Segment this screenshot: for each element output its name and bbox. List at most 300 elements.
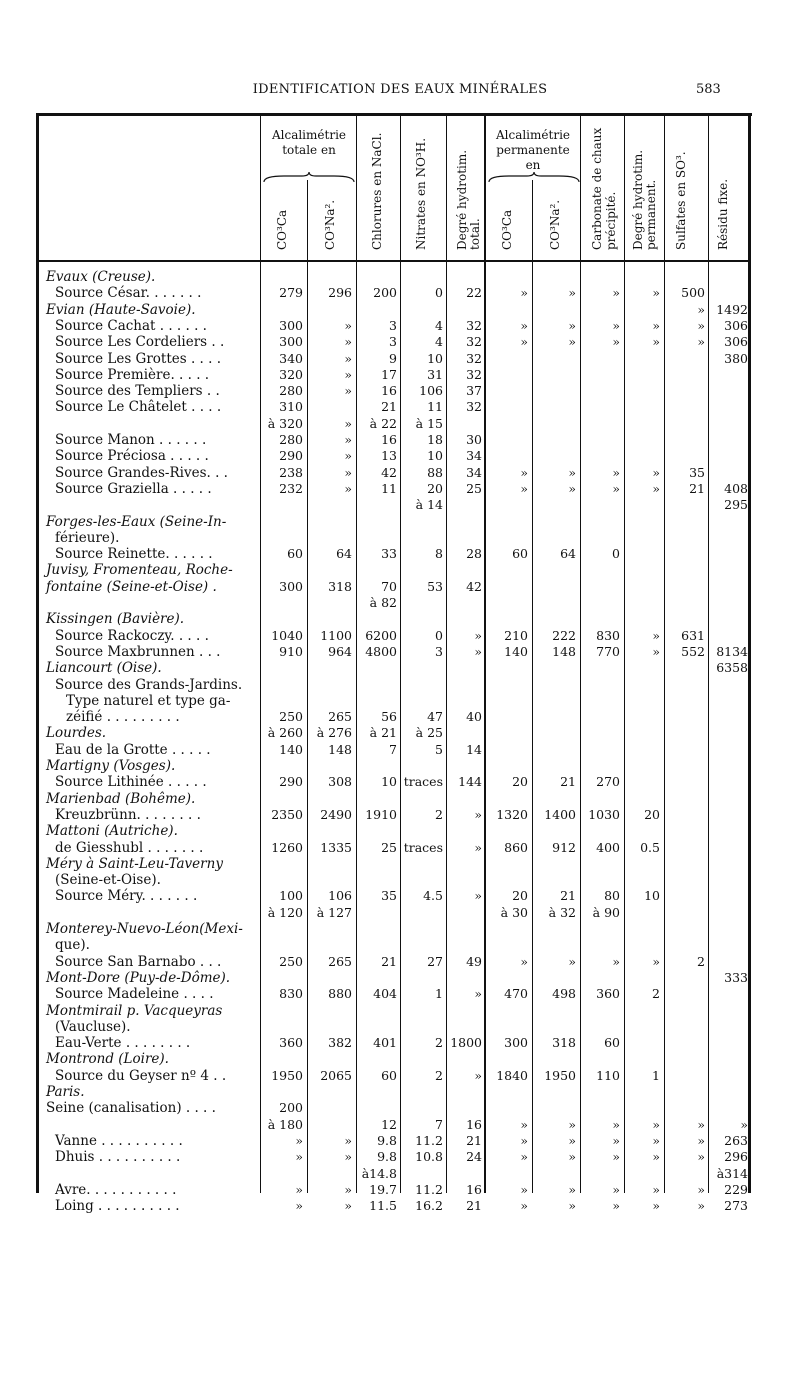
row-cell: 10 bbox=[427, 448, 443, 464]
table-row bbox=[0, 839, 800, 857]
row-label: Source Manon . . . . . . bbox=[55, 432, 207, 448]
row-cell: » bbox=[344, 350, 352, 366]
row-cell: 0.5 bbox=[640, 839, 660, 855]
header-degre-permanent: Degré hydrotim. permanent. bbox=[631, 149, 658, 250]
row-cell: 2490 bbox=[320, 806, 352, 822]
row-cell: 100 bbox=[279, 888, 303, 904]
header-alcalimetrie-totale: Alcalimétrie totale en bbox=[271, 128, 347, 157]
header-residu: Résidu fixe. bbox=[716, 178, 730, 250]
row-cell: 88 bbox=[427, 464, 443, 480]
row-cell: 11.2 bbox=[415, 1181, 443, 1197]
table-row bbox=[0, 936, 800, 954]
row-cell: 1320 bbox=[496, 806, 528, 822]
row-cell: à314 bbox=[716, 1165, 748, 1181]
row-cell: » bbox=[295, 1132, 303, 1148]
header-sulfates: Sulfates en SO³. bbox=[674, 151, 688, 250]
header-co3ca: CO³Ca bbox=[275, 209, 289, 250]
row-cell: » bbox=[344, 480, 352, 496]
row-cell: 306 bbox=[724, 317, 748, 333]
row-cell: 4.5 bbox=[423, 888, 443, 904]
row-cell: 1492 bbox=[716, 301, 748, 317]
row-cell: » bbox=[612, 334, 620, 350]
row-label: Source Lithinée . . . . . bbox=[55, 774, 207, 791]
row-cell: à 127 bbox=[316, 904, 352, 920]
row-label: (Seine-et-Oise). bbox=[55, 872, 161, 889]
row-cell: à 180 bbox=[267, 1116, 303, 1132]
table-row bbox=[0, 1099, 800, 1117]
row-label: Evaux (Creuse). bbox=[46, 269, 156, 285]
row-label: Kreuzbrünn. . . . . . . . bbox=[55, 806, 201, 823]
row-label: Source César. . . . . . . bbox=[55, 285, 202, 302]
row-label: Kissingen (Bavière). bbox=[46, 611, 185, 628]
row-cell: 306 bbox=[724, 334, 748, 350]
table-row bbox=[0, 822, 800, 840]
row-cell: 910 bbox=[279, 643, 303, 659]
row-cell: 11.2 bbox=[415, 1132, 443, 1148]
table-row bbox=[0, 627, 800, 645]
row-cell: » bbox=[697, 1198, 705, 1214]
row-cell: » bbox=[612, 1198, 620, 1214]
table-row bbox=[0, 659, 800, 677]
row-cell: 28 bbox=[466, 546, 482, 562]
table-row bbox=[0, 1018, 800, 1036]
header-co3na2: CO³Na². bbox=[323, 199, 337, 250]
row-cell: 32 bbox=[466, 350, 482, 366]
row-cell: 34 bbox=[466, 464, 482, 480]
row-cell: 53 bbox=[427, 578, 443, 594]
row-cell: » bbox=[474, 888, 482, 904]
row-cell: » bbox=[520, 334, 528, 350]
row-cell: » bbox=[612, 317, 620, 333]
row-cell: 31 bbox=[427, 366, 443, 382]
table-row bbox=[0, 904, 800, 922]
row-cell: » bbox=[652, 953, 660, 969]
table-row bbox=[0, 464, 800, 482]
row-label: Dhuis . . . . . . . . . . bbox=[55, 1149, 181, 1166]
row-label: Type naturel et type ga- bbox=[66, 692, 231, 709]
row-cell: » bbox=[520, 464, 528, 480]
table-row bbox=[0, 969, 800, 987]
row-cell: 263 bbox=[724, 1132, 748, 1148]
row-cell: 21 bbox=[689, 480, 705, 496]
row-cell: 408 bbox=[724, 480, 748, 496]
row-cell: 280 bbox=[279, 383, 303, 399]
table-row bbox=[0, 545, 800, 563]
row-label: Source Cachat . . . . . . bbox=[55, 317, 207, 334]
row-cell: » bbox=[295, 1181, 303, 1197]
table-row bbox=[0, 1148, 800, 1166]
row-cell: à 32 bbox=[548, 904, 576, 920]
table-row bbox=[0, 1181, 800, 1199]
row-label: Source Méry. . . . . . . bbox=[55, 888, 198, 905]
table-row bbox=[0, 871, 800, 889]
row-cell: » bbox=[568, 1198, 576, 1214]
header-carbonate: Carbonate de chaux précipité. bbox=[590, 127, 618, 250]
row-cell: 35 bbox=[689, 464, 705, 480]
row-cell: 880 bbox=[328, 986, 352, 1002]
row-cell: » bbox=[344, 1149, 352, 1165]
row-cell: 2350 bbox=[271, 806, 303, 822]
row-label: Monterey-Nuevo-Léon(Mexi- bbox=[46, 921, 243, 937]
row-cell: » bbox=[520, 1181, 528, 1197]
row-cell: 11 bbox=[427, 399, 443, 415]
row-cell: 300 bbox=[279, 334, 303, 350]
row-cell: 3 bbox=[389, 334, 397, 350]
row-cell: 40 bbox=[466, 709, 482, 725]
row-cell: 4800 bbox=[365, 643, 397, 659]
row-cell: 250 bbox=[279, 953, 303, 969]
row-cell: » bbox=[652, 285, 660, 301]
table-row bbox=[0, 1050, 800, 1068]
table-row bbox=[0, 757, 800, 775]
row-cell: » bbox=[652, 1149, 660, 1165]
row-cell: à14.8 bbox=[361, 1165, 397, 1181]
row-label: zéifié . . . . . . . . . bbox=[66, 709, 180, 726]
row-cell: » bbox=[568, 317, 576, 333]
row-cell: » bbox=[568, 1116, 576, 1132]
row-label: Loing . . . . . . . . . . bbox=[55, 1198, 180, 1215]
row-cell: 210 bbox=[504, 627, 528, 643]
row-cell: 238 bbox=[279, 464, 303, 480]
row-cell: 10 bbox=[644, 888, 660, 904]
row-cell: 47 bbox=[427, 709, 443, 725]
table-row bbox=[0, 513, 800, 531]
row-cell: 1800 bbox=[450, 1035, 482, 1051]
row-cell: » bbox=[697, 1132, 705, 1148]
row-cell: 296 bbox=[724, 1149, 748, 1165]
row-cell: 265 bbox=[328, 953, 352, 969]
row-cell: 60 bbox=[381, 1067, 397, 1083]
row-cell: 20 bbox=[512, 888, 528, 904]
row-cell: 25 bbox=[466, 480, 482, 496]
table-row bbox=[0, 594, 800, 612]
row-cell: » bbox=[474, 839, 482, 855]
row-cell: » bbox=[568, 480, 576, 496]
row-cell: 1 bbox=[652, 1067, 660, 1083]
row-label: que). bbox=[55, 937, 90, 954]
row-cell: 12 bbox=[381, 1116, 397, 1132]
row-cell: 404 bbox=[373, 986, 397, 1002]
row-cell: » bbox=[344, 383, 352, 399]
row-cell: » bbox=[612, 953, 620, 969]
row-cell: 3 bbox=[435, 643, 443, 659]
row-cell: » bbox=[652, 1181, 660, 1197]
table-row bbox=[0, 447, 800, 465]
row-cell: 9.8 bbox=[377, 1132, 397, 1148]
row-cell: 770 bbox=[596, 643, 620, 659]
table-row bbox=[0, 1034, 800, 1052]
row-label: Vanne . . . . . . . . . . bbox=[55, 1132, 183, 1149]
table-row bbox=[0, 790, 800, 808]
table-row bbox=[0, 887, 800, 905]
row-cell: à 15 bbox=[415, 415, 443, 431]
row-cell: à 120 bbox=[267, 904, 303, 920]
row-cell: 1260 bbox=[271, 839, 303, 855]
row-label: Source Madeleine . . . . bbox=[55, 986, 214, 1003]
table-row bbox=[0, 382, 800, 400]
row-cell: » bbox=[568, 1149, 576, 1165]
row-cell: 2065 bbox=[320, 1067, 352, 1083]
header-co3na2-perm: CO³Na². bbox=[548, 199, 562, 250]
table-row bbox=[0, 953, 800, 971]
row-cell: 290 bbox=[279, 448, 303, 464]
table-row bbox=[0, 317, 800, 335]
row-cell: 265 bbox=[328, 709, 352, 725]
row-cell: 18 bbox=[427, 432, 443, 447]
row-cell: 16 bbox=[381, 383, 397, 399]
row-cell: 42 bbox=[466, 578, 482, 594]
row-cell: 296 bbox=[328, 285, 352, 301]
row-label: Source Graziella . . . . . bbox=[55, 480, 212, 497]
row-cell: 308 bbox=[328, 774, 352, 790]
table-row bbox=[0, 1165, 800, 1183]
row-cell: 21 bbox=[381, 399, 397, 415]
row-cell: 20 bbox=[512, 774, 528, 790]
row-cell: » bbox=[740, 1116, 748, 1132]
row-cell: à 320 bbox=[267, 415, 303, 431]
row-label: Source Préciosa . . . . . bbox=[55, 448, 209, 465]
row-cell: » bbox=[344, 415, 352, 431]
table-row bbox=[0, 708, 800, 726]
row-cell: 4 bbox=[435, 317, 443, 333]
table-row bbox=[0, 1002, 800, 1020]
table-row bbox=[0, 920, 800, 938]
row-cell: » bbox=[474, 643, 482, 659]
table-row bbox=[0, 676, 800, 694]
row-cell: » bbox=[697, 317, 705, 333]
row-cell: » bbox=[474, 1067, 482, 1083]
row-cell: 1950 bbox=[271, 1067, 303, 1083]
row-cell: » bbox=[697, 1149, 705, 1165]
row-cell: 2 bbox=[435, 1067, 443, 1083]
row-cell: 2 bbox=[652, 986, 660, 1002]
row-cell: » bbox=[612, 1116, 620, 1132]
row-cell: 32 bbox=[466, 366, 482, 382]
header-degre-total: Degré hydrotim. total. bbox=[455, 149, 482, 250]
row-cell: 64 bbox=[560, 546, 576, 562]
table-row bbox=[0, 724, 800, 742]
row-label: Source Les Grottes . . . . bbox=[55, 350, 222, 367]
row-label: Source Les Cordeliers . . bbox=[55, 334, 225, 351]
row-cell: 912 bbox=[552, 839, 576, 855]
row-cell: 148 bbox=[552, 643, 576, 659]
row-cell: 2 bbox=[435, 806, 443, 822]
row-label: Forges-les-Eaux (Seine-In- bbox=[46, 513, 227, 530]
row-cell: » bbox=[568, 285, 576, 301]
row-cell: à 25 bbox=[415, 725, 443, 741]
row-cell: » bbox=[520, 953, 528, 969]
row-label: Source Le Châtelet . . . . bbox=[55, 399, 222, 416]
row-cell: 32 bbox=[466, 399, 482, 415]
row-cell: 552 bbox=[681, 643, 705, 659]
row-cell: » bbox=[520, 480, 528, 496]
row-cell: à 90 bbox=[592, 904, 620, 920]
row-cell: 470 bbox=[504, 986, 528, 1002]
table-row bbox=[0, 398, 800, 416]
table-row bbox=[0, 1067, 800, 1085]
row-label: Source Reinette. . . . . . bbox=[55, 546, 213, 563]
row-cell: à 22 bbox=[369, 415, 397, 431]
row-cell: » bbox=[612, 1132, 620, 1148]
row-label: Source Rackoczy. . . . . bbox=[55, 627, 209, 644]
row-cell: 0 bbox=[612, 546, 620, 562]
row-cell: » bbox=[295, 1149, 303, 1165]
row-cell: 340 bbox=[279, 350, 303, 366]
row-cell: 16.2 bbox=[415, 1198, 443, 1214]
row-cell: » bbox=[652, 317, 660, 333]
table-row bbox=[0, 415, 800, 433]
row-cell: 60 bbox=[287, 546, 303, 562]
row-label: Eau de la Grotte . . . . . bbox=[55, 741, 211, 758]
row-label: Montmirail p. Vacqueyras bbox=[46, 1002, 223, 1019]
row-cell: 9 bbox=[389, 350, 397, 366]
row-label: Montrond (Loire). bbox=[46, 1051, 169, 1068]
table-row bbox=[0, 1083, 800, 1101]
row-cell: » bbox=[652, 480, 660, 496]
row-cell: » bbox=[697, 301, 705, 317]
row-cell: » bbox=[652, 643, 660, 659]
row-cell: » bbox=[474, 627, 482, 643]
row-label: Méry à Saint-Leu-Taverny bbox=[46, 855, 223, 872]
row-cell: 229 bbox=[724, 1181, 748, 1197]
row-cell: 21 bbox=[466, 1198, 482, 1214]
row-cell: 24 bbox=[466, 1149, 482, 1165]
row-cell: 106 bbox=[419, 383, 443, 399]
row-cell: 333 bbox=[724, 969, 748, 985]
row-cell: 140 bbox=[504, 643, 528, 659]
row-cell: 1 bbox=[435, 986, 443, 1002]
row-label: (Vaucluse). bbox=[55, 1018, 131, 1035]
row-cell: » bbox=[295, 1198, 303, 1214]
table-row bbox=[0, 284, 800, 302]
row-cell: 1950 bbox=[544, 1067, 576, 1083]
row-cell: » bbox=[344, 464, 352, 480]
row-cell: 64 bbox=[336, 546, 352, 562]
row-cell: 10 bbox=[427, 350, 443, 366]
top-rule bbox=[36, 113, 752, 116]
row-cell: 270 bbox=[596, 774, 620, 790]
row-cell: 830 bbox=[279, 986, 303, 1002]
row-cell: 42 bbox=[381, 464, 397, 480]
row-cell: 6200 bbox=[365, 627, 397, 643]
table-row bbox=[0, 268, 800, 286]
row-cell: » bbox=[652, 1132, 660, 1148]
row-label: Source San Barnabo . . . bbox=[55, 953, 222, 970]
row-cell: à 21 bbox=[369, 725, 397, 741]
row-cell: 300 bbox=[279, 317, 303, 333]
row-cell: 320 bbox=[279, 366, 303, 382]
table-row bbox=[0, 985, 800, 1003]
row-cell: 21 bbox=[381, 953, 397, 969]
row-cell: 1910 bbox=[365, 806, 397, 822]
row-cell: 498 bbox=[552, 986, 576, 1002]
row-cell: 21 bbox=[560, 774, 576, 790]
row-cell: » bbox=[568, 334, 576, 350]
table-row bbox=[0, 806, 800, 824]
row-cell: 140 bbox=[279, 741, 303, 757]
row-cell: 273 bbox=[724, 1198, 748, 1214]
row-cell: 22 bbox=[466, 285, 482, 301]
row-label: Eau-Verte . . . . . . . . bbox=[55, 1035, 191, 1052]
header-nitrates: Nitrates en NO³H. bbox=[414, 137, 428, 250]
row-cell: 200 bbox=[279, 1100, 303, 1116]
row-cell: 1335 bbox=[320, 839, 352, 855]
row-cell: traces bbox=[403, 774, 443, 790]
row-label: Avre. . . . . . . . . . . bbox=[55, 1181, 177, 1198]
row-cell: à 260 bbox=[267, 725, 303, 741]
row-cell: 300 bbox=[504, 1035, 528, 1051]
row-cell: » bbox=[520, 1132, 528, 1148]
row-cell: 232 bbox=[279, 480, 303, 496]
table-row bbox=[0, 1132, 800, 1150]
row-label: Source des Grands-Jardins. bbox=[55, 676, 243, 693]
row-cell: 106 bbox=[328, 888, 352, 904]
table-row bbox=[0, 350, 800, 368]
header-alcalimetrie-permanente: Alcalimétrie permanente en bbox=[495, 128, 571, 172]
row-cell: 295 bbox=[724, 497, 748, 513]
row-cell: » bbox=[652, 464, 660, 480]
row-cell: » bbox=[612, 1149, 620, 1165]
table-row bbox=[0, 561, 800, 579]
row-cell: 10.8 bbox=[415, 1149, 443, 1165]
row-cell: » bbox=[520, 1149, 528, 1165]
row-cell: 13 bbox=[381, 448, 397, 464]
row-label: Source des Templiers . . bbox=[55, 383, 220, 400]
row-cell: 300 bbox=[279, 578, 303, 594]
table-row bbox=[0, 480, 800, 498]
row-cell: 1100 bbox=[320, 627, 352, 643]
table-row bbox=[0, 610, 800, 628]
row-cell: 310 bbox=[279, 399, 303, 415]
row-cell: 1040 bbox=[271, 627, 303, 643]
row-cell: à 276 bbox=[316, 725, 352, 741]
row-cell: 6358 bbox=[716, 660, 748, 676]
row-cell: 360 bbox=[596, 986, 620, 1002]
row-label: Source du Geyser nº 4 . . bbox=[55, 1067, 227, 1084]
table-row bbox=[0, 496, 800, 514]
row-cell: 16 bbox=[466, 1116, 482, 1132]
row-cell: 830 bbox=[596, 627, 620, 643]
brace-alcalimetrie-permanente bbox=[487, 172, 581, 184]
row-cell: » bbox=[344, 432, 352, 447]
row-cell: » bbox=[520, 285, 528, 301]
row-label: Source Maxbrunnen . . . bbox=[55, 643, 221, 660]
row-cell: 14 bbox=[466, 741, 482, 757]
row-label: Source Première. . . . . bbox=[55, 366, 210, 383]
row-cell: 631 bbox=[681, 627, 705, 643]
row-label: Seine (canalisation) . . . . bbox=[46, 1100, 216, 1117]
row-cell: 49 bbox=[466, 953, 482, 969]
row-cell: 1840 bbox=[496, 1067, 528, 1083]
row-label: Evian (Haute-Savoie). bbox=[46, 301, 196, 318]
row-cell: » bbox=[697, 1116, 705, 1132]
row-cell: 8134 bbox=[716, 643, 748, 659]
row-label: Juvisy, Fromenteau, Roche- bbox=[46, 562, 233, 579]
row-cell: 860 bbox=[504, 839, 528, 855]
row-cell: » bbox=[652, 1116, 660, 1132]
row-cell: 1400 bbox=[544, 806, 576, 822]
row-cell: 20 bbox=[427, 480, 443, 496]
page-header-title: IDENTIFICATION DES EAUX MINÉRALES bbox=[252, 82, 548, 97]
row-cell: 60 bbox=[512, 546, 528, 562]
brace-alcalimetrie-totale bbox=[262, 172, 356, 184]
row-cell: » bbox=[344, 1198, 352, 1214]
row-cell: 279 bbox=[279, 285, 303, 301]
row-cell: 21 bbox=[466, 1132, 482, 1148]
row-cell: 290 bbox=[279, 774, 303, 790]
row-cell: » bbox=[568, 953, 576, 969]
row-cell: 318 bbox=[328, 578, 352, 594]
